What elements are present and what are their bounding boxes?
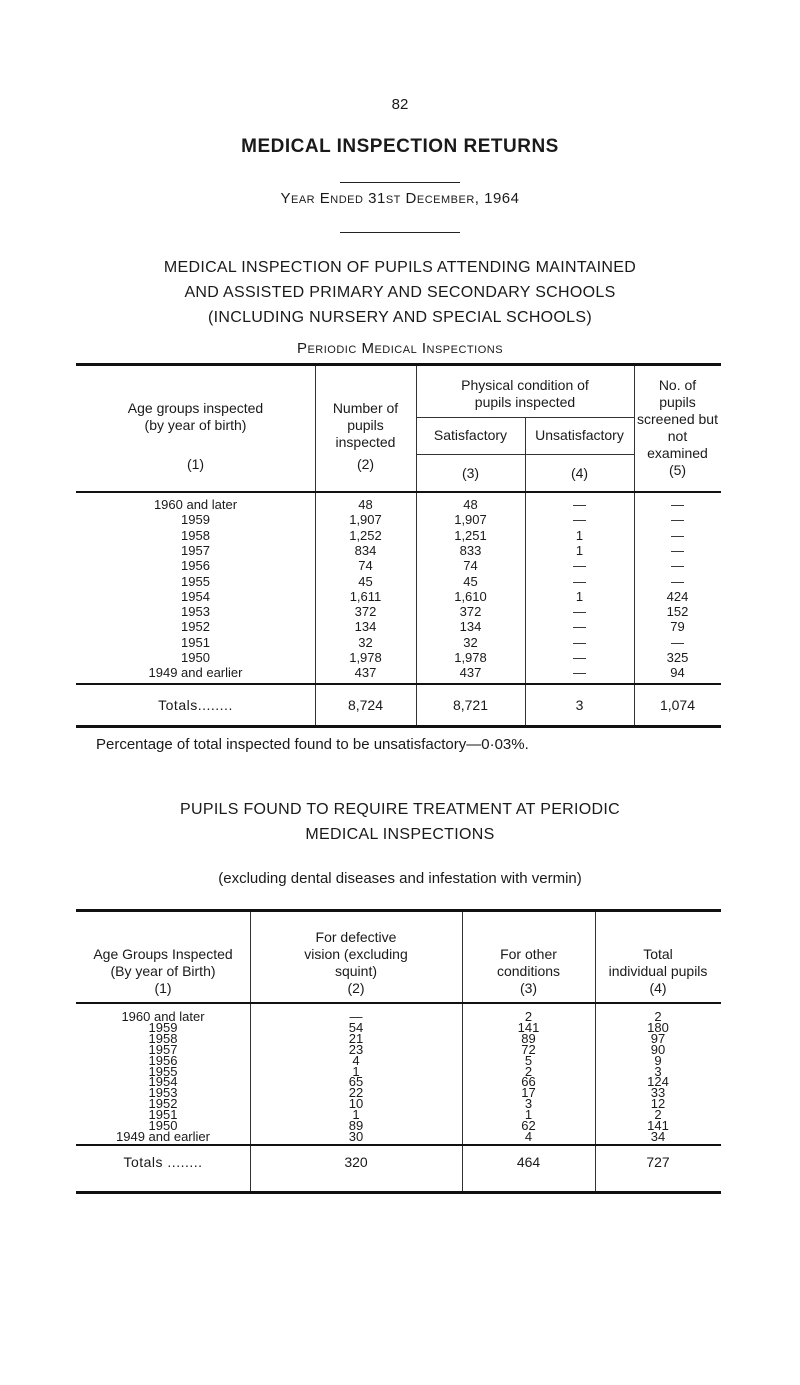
cell-number: 32 <box>358 634 373 650</box>
header-age-group: Age Groups Inspected (By year of Birth) (1) <box>93 946 233 996</box>
table-row <box>76 589 721 605</box>
cell-other: 4 <box>524 1128 533 1144</box>
cell-total: 90 <box>650 1041 666 1057</box>
table-row <box>76 497 721 513</box>
column-divider <box>315 493 316 725</box>
subheader-rule <box>416 454 634 455</box>
cell-unsatisfactory: — <box>573 573 586 589</box>
treatment-heading-line-1: PUPILS FOUND TO REQUIRE TREATMENT AT PERIODIC <box>180 801 620 818</box>
table-row <box>76 635 721 651</box>
cell-vision: 4 <box>352 1052 360 1068</box>
table-row <box>76 650 721 666</box>
cell-vision: 21 <box>348 1030 364 1046</box>
cell-total: 9 <box>654 1052 662 1068</box>
table-body <box>76 1009 721 1209</box>
treatment-heading <box>0 797 800 847</box>
cell-number: 1,611 <box>349 588 382 604</box>
cell-unsatisfactory: — <box>573 650 586 665</box>
cell-screened: 94 <box>670 665 685 681</box>
header-total-individual: Total individual pupils (4) <box>608 946 708 996</box>
cell-age: 1956 <box>181 558 210 574</box>
heading-line-1: MEDICAL INSPECTION OF PUPILS ATTENDING MAINTAINED <box>163 259 637 276</box>
cell-unsatisfactory: — <box>573 558 586 574</box>
total-other-conditions: 464 <box>516 1154 541 1170</box>
header-unsatisfactory-number: (4) <box>570 465 589 481</box>
heading-line-2: AND ASSISTED PRIMARY AND SECONDARY SCHOOLS <box>184 284 616 301</box>
subtitle-divider <box>340 232 460 233</box>
cell-satisfactory: 74 <box>463 558 478 574</box>
cell-vision: 30 <box>348 1128 364 1144</box>
cell-age: 1951 <box>181 634 210 650</box>
periodic-inspections-table <box>76 363 721 725</box>
cell-other: 3 <box>524 1096 533 1112</box>
cell-satisfactory: 48 <box>463 497 478 512</box>
header-physical-condition: Physical condition of pupils inspected <box>461 377 589 410</box>
cell-number: 45 <box>358 573 373 589</box>
cell-vision: 1 <box>352 1063 360 1079</box>
cell-age: 1952 <box>181 619 210 635</box>
cell-other: 2 <box>524 1063 533 1079</box>
total-screened: 1,074 <box>659 697 696 713</box>
total-unsatisfactory: 3 <box>575 697 584 713</box>
cell-unsatisfactory: 1 <box>575 542 584 558</box>
column-divider <box>525 493 526 725</box>
cell-age: 1958 <box>148 1030 178 1046</box>
table-top-rule <box>76 909 721 912</box>
cell-screened: — <box>671 497 684 512</box>
cell-number: 834 <box>354 542 377 558</box>
total-individual-pupils: 727 <box>646 1154 670 1170</box>
cell-age: 1956 <box>148 1052 178 1068</box>
page-number: 82 <box>391 96 409 113</box>
totals-rule <box>76 683 721 685</box>
cell-total: 2 <box>654 1107 662 1123</box>
cell-screened: — <box>671 512 684 528</box>
column-divider <box>634 493 635 725</box>
table-row <box>76 619 721 635</box>
subtitle: Year Ended 31st December, 1964 <box>280 190 520 207</box>
cell-screened: 325 <box>666 650 689 665</box>
cell-vision: 65 <box>348 1074 364 1090</box>
cell-screened: — <box>671 558 684 574</box>
table-row <box>76 665 721 681</box>
cell-age: 1960 and later <box>153 497 238 512</box>
cell-age: 1950 <box>148 1118 178 1133</box>
cell-satisfactory: 437 <box>459 665 482 681</box>
cell-vision: 54 <box>348 1019 364 1035</box>
cell-satisfactory: 372 <box>459 604 482 620</box>
header-unsatisfactory: Unsatisfactory <box>535 427 624 443</box>
header-bottom-rule <box>76 1002 721 1004</box>
cell-satisfactory: 1,907 <box>454 512 487 528</box>
cell-age: 1957 <box>181 542 210 558</box>
totals-rule <box>76 1144 721 1146</box>
cell-age: 1951 <box>148 1107 178 1123</box>
cell-satisfactory: 1,978 <box>454 650 487 665</box>
cell-other: 66 <box>521 1074 536 1090</box>
cell-number: 437 <box>354 665 377 681</box>
cell-age: 1953 <box>181 604 210 620</box>
cell-screened: — <box>671 573 684 589</box>
table-bottom-rule <box>76 1191 721 1194</box>
cell-total: 3 <box>654 1063 662 1079</box>
cell-number: 372 <box>354 604 377 620</box>
table-row <box>76 528 721 544</box>
section-caption: Periodic Medical Inspections <box>296 340 504 357</box>
cell-satisfactory: 1,251 <box>454 527 487 543</box>
totals-label: Totals ........ <box>123 1154 203 1170</box>
cell-age: 1954 <box>181 588 210 604</box>
cell-unsatisfactory: — <box>573 619 586 635</box>
cell-total: 141 <box>647 1118 669 1133</box>
table-row <box>76 604 721 620</box>
cell-total: 34 <box>650 1128 666 1144</box>
total-defective-vision: 320 <box>344 1154 368 1170</box>
cell-number: 134 <box>354 619 377 635</box>
cell-other: 17 <box>521 1085 536 1101</box>
cell-vision: 89 <box>348 1118 364 1133</box>
table-bottom-rule <box>76 725 721 728</box>
header-age-group: Age groups inspected (by year of birth) (1) <box>127 400 264 472</box>
cell-age: 1950 <box>181 650 210 665</box>
header-satisfactory-number: (3) <box>461 465 480 481</box>
totals-label: Totals........ <box>158 697 233 713</box>
cell-age: 1958 <box>181 527 210 543</box>
header-number-inspected: Number of pupils inspected (2) <box>332 400 399 472</box>
cell-unsatisfactory: — <box>573 634 586 650</box>
cell-unsatisfactory: — <box>573 604 586 620</box>
cell-unsatisfactory: — <box>573 497 586 512</box>
cell-other: 62 <box>521 1118 536 1133</box>
treatment-table <box>76 909 721 1191</box>
table-row <box>76 1129 721 1145</box>
treatment-heading-line-2: MEDICAL INSPECTIONS <box>305 826 495 843</box>
cell-age: 1960 and later <box>121 1009 205 1024</box>
total-satisfactory: 8,721 <box>452 697 489 713</box>
cell-age: 1952 <box>148 1096 178 1112</box>
header-other-conditions: For other conditions (3) <box>496 946 561 996</box>
cell-other: 2 <box>524 1009 533 1024</box>
cell-satisfactory: 134 <box>459 619 482 635</box>
cell-number: 1,252 <box>349 527 382 543</box>
cell-other: 141 <box>517 1019 540 1035</box>
cell-vision: 22 <box>348 1085 364 1101</box>
header-defective-vision: For defective vision (excluding squint) (2) <box>304 929 408 996</box>
cell-age: 1957 <box>148 1041 178 1057</box>
cell-screened: 424 <box>666 588 689 604</box>
cell-age: 1954 <box>148 1074 178 1090</box>
cell-other: 1 <box>524 1107 533 1123</box>
cell-total: 97 <box>650 1030 666 1046</box>
cell-number: 48 <box>358 497 373 512</box>
column-divider <box>416 493 417 725</box>
cell-screened: 152 <box>666 604 689 620</box>
subheader-rule <box>416 417 634 418</box>
cell-age: 1953 <box>148 1085 178 1101</box>
page-title: MEDICAL INSPECTION RETURNS <box>241 136 559 157</box>
cell-unsatisfactory: 1 <box>575 527 584 543</box>
cell-other: 5 <box>524 1052 533 1068</box>
cell-age: 1955 <box>148 1063 178 1079</box>
cell-age: 1959 <box>148 1019 178 1035</box>
cell-satisfactory: 833 <box>459 542 482 558</box>
report-heading <box>0 255 800 330</box>
percentage-note: Percentage of total inspected found to be unsatisfactory—0·03%. <box>96 736 529 753</box>
cell-total: 33 <box>650 1085 666 1101</box>
cell-screened: — <box>671 634 684 650</box>
cell-other: 72 <box>521 1041 536 1057</box>
cell-age: 1955 <box>181 573 210 589</box>
table-row <box>76 512 721 528</box>
cell-number: 1,978 <box>349 650 382 665</box>
cell-number: 74 <box>358 558 373 574</box>
cell-screened: — <box>671 527 684 543</box>
cell-vision: — <box>349 1009 363 1024</box>
cell-satisfactory: 45 <box>463 573 478 589</box>
cell-unsatisfactory: — <box>573 665 586 681</box>
cell-unsatisfactory: — <box>573 512 586 528</box>
table-row <box>76 543 721 559</box>
cell-vision: 1 <box>352 1107 360 1123</box>
cell-satisfactory: 1,610 <box>454 588 487 604</box>
header-screened-not-examined: No. of pupils screened but not examined (5) <box>637 377 718 478</box>
cell-vision: 23 <box>348 1041 364 1057</box>
header-satisfactory: Satisfactory <box>433 427 508 443</box>
heading-line-3: (INCLUDING NURSERY AND SPECIAL SCHOOLS) <box>208 309 592 326</box>
header-bottom-rule <box>76 491 721 493</box>
cell-age: 1949 and earlier <box>116 1128 210 1144</box>
cell-unsatisfactory: 1 <box>575 588 584 604</box>
table-body <box>76 497 721 697</box>
cell-other: 89 <box>521 1030 536 1046</box>
cell-screened: 79 <box>670 619 685 635</box>
cell-satisfactory: 32 <box>463 634 478 650</box>
cell-number: 1,907 <box>349 512 382 528</box>
title-divider <box>340 182 460 183</box>
cell-age: 1959 <box>181 512 210 528</box>
cell-screened: — <box>671 542 684 558</box>
cell-total: 124 <box>647 1074 669 1090</box>
table-top-rule <box>76 363 721 366</box>
cell-total: 180 <box>647 1019 669 1035</box>
table-row <box>76 558 721 574</box>
cell-total: 12 <box>650 1096 666 1112</box>
exclusion-note: (excluding dental diseases and infestation with vermin) <box>218 870 582 887</box>
total-number-inspected: 8,724 <box>347 697 384 713</box>
table-row <box>76 574 721 590</box>
cell-total: 2 <box>654 1009 662 1024</box>
cell-vision: 10 <box>348 1096 364 1112</box>
cell-age: 1949 and earlier <box>148 665 243 681</box>
